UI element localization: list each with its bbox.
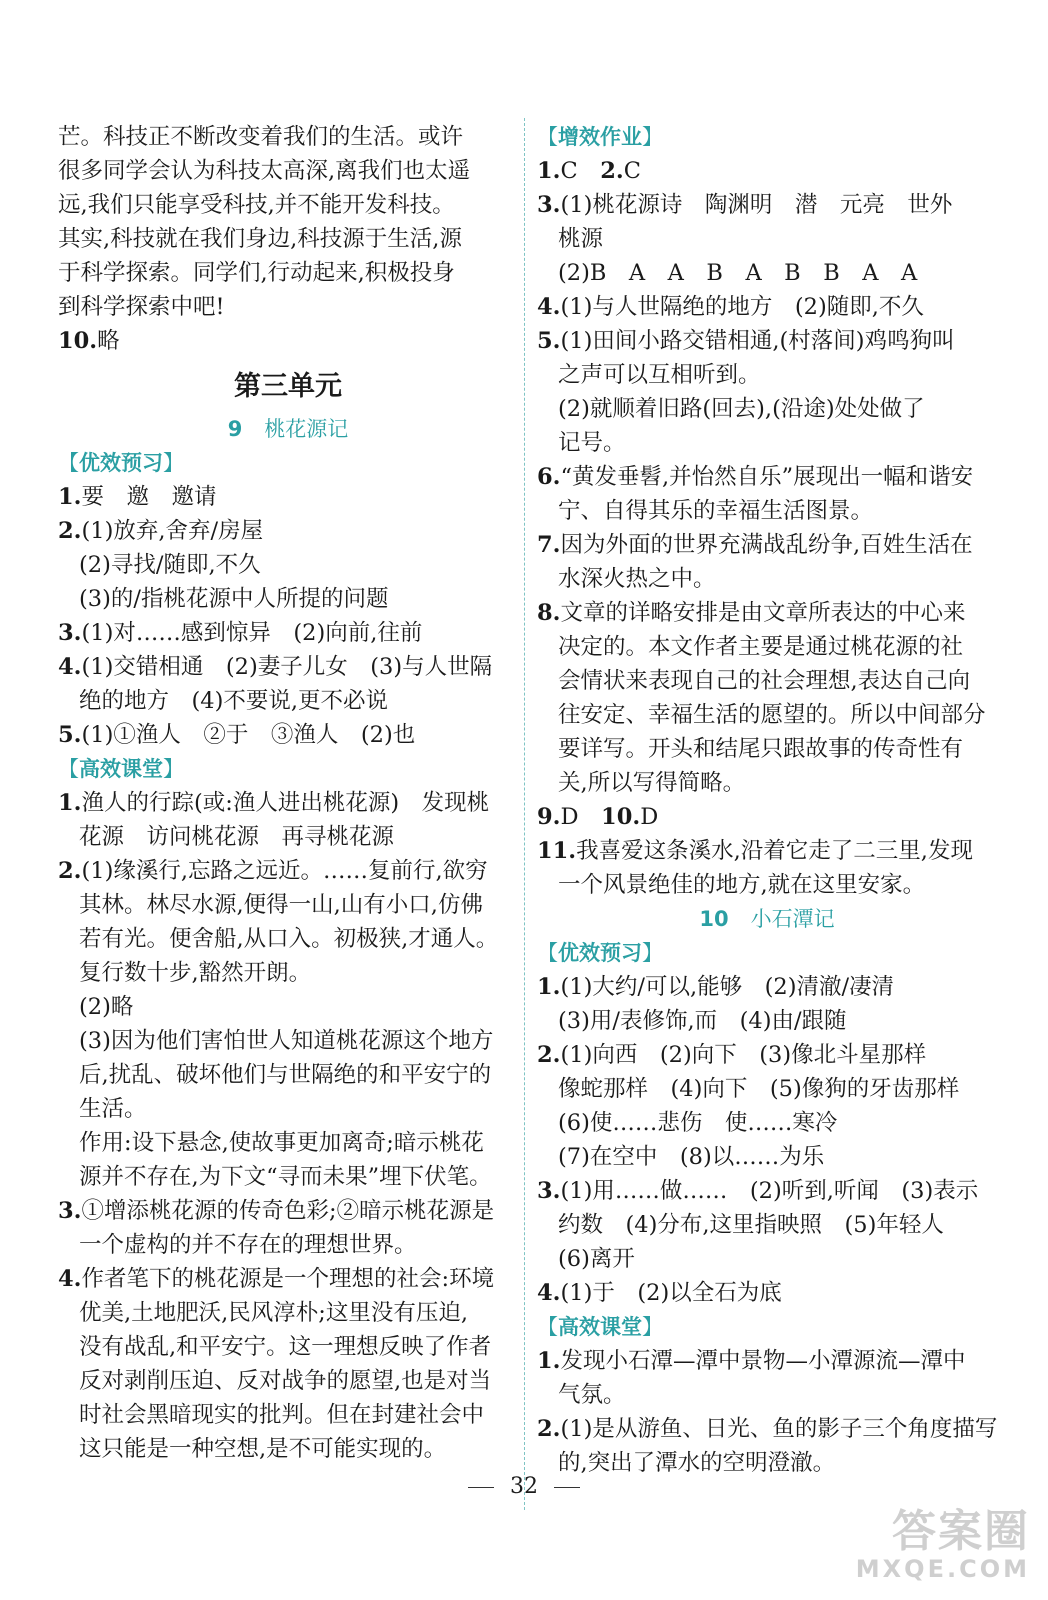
answer-text: D <box>560 804 602 830</box>
answer-line <box>58 616 518 650</box>
answer-text: (1)①渔人 ②于 ③渔人 (2)也 <box>81 722 416 748</box>
question-number: 1. <box>537 158 561 184</box>
question-number: 3. <box>537 1178 561 1204</box>
answer-text: 发现小石潭—潭中景物—小潭源流—潭中 <box>560 1348 966 1374</box>
answer-text: (1)是从游鱼、日光、鱼的影子三个角度描写 <box>560 1416 997 1442</box>
answer-text: 气氛。 <box>558 1382 626 1408</box>
answer-line <box>537 426 997 460</box>
question-number: 1. <box>58 484 82 510</box>
answer-line <box>58 222 518 256</box>
answer-text: (2)略 <box>79 994 134 1020</box>
section-heading <box>58 752 518 786</box>
bracket-open: 【 <box>537 1315 558 1339</box>
question-number: 5. <box>58 722 82 748</box>
answer-line <box>537 1276 997 1310</box>
answer-text: (1)交错相通 (2)妻子儿女 (3)与人世隔 <box>81 654 493 680</box>
answer-line <box>537 358 997 392</box>
watermark-logo <box>800 1508 1030 1588</box>
answer-line <box>58 956 518 990</box>
bracket-close: 】 <box>163 757 184 781</box>
answer-line <box>58 1194 518 1228</box>
answer-text: 绝的地方 (4)不要说,更不必说 <box>79 688 389 714</box>
answer-text: 花源 访问桃花源 再寻桃花源 <box>79 824 395 850</box>
lesson-number: 10 <box>699 907 729 931</box>
answer-text: 作用:设下悬念,使故事更加离奇;暗示桃花 <box>79 1130 484 1156</box>
answer-text: 桃源 <box>558 226 604 252</box>
question-number: 10. <box>58 328 98 354</box>
answer-text: 后,扰乱、破坏他们与世隔绝的和平安宁的 <box>79 1062 492 1088</box>
answer-text: 决定的。本文作者主要是通过桃花源的社 <box>558 634 964 660</box>
answer-line <box>58 888 518 922</box>
question-number: 1. <box>58 790 82 816</box>
bracket-open: 【 <box>537 125 558 149</box>
answer-line <box>537 188 997 222</box>
answer-line <box>58 548 518 582</box>
answer-text: 优美,土地肥沃,民风淳朴;这里没有压迫, <box>79 1300 469 1326</box>
answer-line <box>537 1004 997 1038</box>
answer-line <box>537 834 997 868</box>
question-number: 5. <box>537 328 561 354</box>
page-number <box>0 1474 1048 1499</box>
answer-text: D <box>640 804 659 830</box>
answer-text: (1)向西 (2)向下 (3)像北斗星那样 <box>560 1042 927 1068</box>
answer-line <box>58 1092 518 1126</box>
question-number: 3. <box>58 620 82 646</box>
section-heading-label: 高效课堂 <box>79 757 163 781</box>
answer-text: (1)缘溪行,忘路之远近。……复前行,欲穷 <box>81 858 488 884</box>
answer-line <box>537 800 997 834</box>
answer-text: C <box>623 158 641 184</box>
answer-line <box>537 1344 997 1378</box>
bracket-open: 【 <box>58 757 79 781</box>
answer-text: 要详写。开头和结尾只跟故事的传奇性有 <box>558 736 964 762</box>
question-number: 1. <box>537 1348 561 1374</box>
question-number: 8. <box>537 600 561 626</box>
answer-line <box>58 854 518 888</box>
question-number: 7. <box>537 532 561 558</box>
answer-line <box>537 460 997 494</box>
answer-line <box>537 766 997 800</box>
answer-text: 之声可以互相听到。 <box>558 362 761 388</box>
lesson-number: 9 <box>227 417 243 441</box>
question-number: 4. <box>537 1280 561 1306</box>
question-number: 2. <box>600 158 624 184</box>
answer-text: 若有光。便舍船,从口入。初极狭,才通人。 <box>79 926 499 952</box>
section-heading-label: 增效作业 <box>558 125 642 149</box>
answer-text: 复行数十步,豁然开朗。 <box>79 960 312 986</box>
answer-text: 水深火热之中。 <box>558 566 716 592</box>
answer-text: (1)与人世隔绝的地方 (2)随即,不久 <box>560 294 924 320</box>
question-number: 4. <box>537 294 561 320</box>
section-heading <box>58 446 518 480</box>
left-column <box>58 120 518 1466</box>
question-number: 1. <box>537 974 561 1000</box>
answer-line <box>58 188 518 222</box>
answer-text: 文章的详略安排是由文章所表达的中心来 <box>560 600 966 626</box>
answer-text: 没有战乱,和平安宁。这一理想反映了作者 <box>79 1334 492 1360</box>
answer-line <box>537 698 997 732</box>
answer-text: 时社会黑暗现实的批判。但在封建社会中 <box>79 1402 485 1428</box>
answer-text: (1)于 (2)以全石为底 <box>560 1280 782 1306</box>
answer-line <box>58 1228 518 1262</box>
answer-text: 很多同学会认为科技太高深,离我们也太遥 <box>58 158 471 184</box>
answer-text: (3)用/表修饰,而 (4)由/跟随 <box>558 1008 847 1034</box>
answer-line <box>537 528 997 562</box>
answer-line <box>58 1398 518 1432</box>
answer-text: 渔人的行踪(或:渔人进出桃花源) 发现桃 <box>81 790 490 816</box>
answer-line <box>537 630 997 664</box>
section-heading <box>537 1310 997 1344</box>
answer-text: 往安定、幸福生活的愿望的。所以中间部分 <box>558 702 986 728</box>
answer-line <box>58 120 518 154</box>
answer-line <box>537 1378 997 1412</box>
answer-text: (7)在空中 (8)以……为乐 <box>558 1144 825 1170</box>
answer-line <box>537 1038 997 1072</box>
answer-line <box>537 596 997 630</box>
answer-line <box>58 324 518 358</box>
answer-line <box>58 1296 518 1330</box>
answer-line <box>537 1106 997 1140</box>
answer-line <box>58 256 518 290</box>
answer-text: ①增添桃花源的传奇色彩;②暗示桃花源是 <box>81 1198 495 1224</box>
answer-line <box>537 256 997 290</box>
answer-line <box>537 664 997 698</box>
bracket-close: 】 <box>642 1315 663 1339</box>
answer-text: 生活。 <box>79 1096 147 1122</box>
answer-line <box>537 1208 997 1242</box>
question-number: 10. <box>601 804 641 830</box>
answer-line <box>537 1242 997 1276</box>
answer-text: 反对剥削压迫、反对战争的愿望,也是对当 <box>79 1368 492 1394</box>
lesson-name: 桃花源记 <box>264 417 349 441</box>
answer-text: (1)放弃,舍弃/房屋 <box>81 518 264 544</box>
answer-text: (3)的/指桃花源中人所提的问题 <box>79 586 389 612</box>
answer-text: 要 邀 邀请 <box>81 484 217 510</box>
answer-line <box>58 820 518 854</box>
column-divider <box>524 118 525 1510</box>
answer-text: 我喜爱这条溪水,沿着它走了二三里,发现 <box>576 838 973 864</box>
answer-line <box>537 868 997 902</box>
answer-text: 这只能是一种空想,是不可能实现的。 <box>79 1436 447 1462</box>
answer-text: 略 <box>97 328 120 354</box>
answer-text: (6)使……悲伤 使……寒冷 <box>558 1110 838 1136</box>
answer-text: 宁、自得其乐的幸福生活图景。 <box>558 498 874 524</box>
answer-text: (2)寻找/随即,不久 <box>79 552 261 578</box>
watermark-url: MXQE.COM <box>855 1555 1030 1583</box>
unit-heading: 第三单元 <box>234 371 342 402</box>
answer-line <box>58 650 518 684</box>
answer-text: (1)桃花源诗 陶渊明 潜 元亮 世外 <box>560 192 953 218</box>
answer-text: 关,所以写得简略。 <box>558 770 746 796</box>
watermark-title: 答案圈 <box>892 1506 1030 1557</box>
answer-text: 约数 (4)分布,这里指映照 (5)年轻人 <box>558 1212 944 1238</box>
section-heading <box>537 936 997 970</box>
answer-text: 的,突出了潭水的空明澄澈。 <box>558 1450 836 1476</box>
page-number-dash-right <box>554 1487 580 1488</box>
answer-text: 其林。林尽水源,便得一山,山有小口,仿佛 <box>79 892 483 918</box>
bracket-close: 】 <box>642 941 663 965</box>
section-heading <box>537 120 997 154</box>
answer-line <box>537 562 997 596</box>
answer-text: 源并不存在,为下文“寻而未果”埋下伏笔。 <box>79 1164 492 1190</box>
answer-line <box>537 324 997 358</box>
answer-line <box>537 1140 997 1174</box>
question-number: 3. <box>58 1198 82 1224</box>
answer-text: C <box>560 158 601 184</box>
answer-line <box>58 1364 518 1398</box>
answer-text: (1)大约/可以,能够 (2)清澈/凄清 <box>560 974 895 1000</box>
question-number: 3. <box>537 192 561 218</box>
answer-line <box>537 1174 997 1208</box>
answer-line <box>537 392 997 426</box>
answer-line <box>58 718 518 752</box>
answer-text: (2)B A A B A B B A A <box>558 260 918 286</box>
bracket-open: 【 <box>58 451 79 475</box>
answer-line <box>537 1412 997 1446</box>
answer-line <box>58 1330 518 1364</box>
answer-text: “黄发垂髫,并怡然自乐”展现出一幅和谐安 <box>560 464 974 490</box>
answer-text: (1)用……做…… (2)听到,听闻 (3)表示 <box>560 1178 979 1204</box>
answer-text: 因为外面的世界充满战乱纷争,百姓生活在 <box>560 532 973 558</box>
answer-line <box>58 290 518 324</box>
answer-line <box>58 1126 518 1160</box>
answer-line <box>537 222 997 256</box>
answer-line <box>58 1160 518 1194</box>
answer-line <box>537 154 997 188</box>
answer-text: (1)对……感到惊异 (2)向前,往前 <box>81 620 423 646</box>
answer-text: 会情状来表现自己的社会理想,表达自己向 <box>558 668 971 694</box>
answer-text: 一个虚构的并不存在的理想世界。 <box>79 1232 417 1258</box>
question-number: 6. <box>537 464 561 490</box>
section-heading-label: 优效预习 <box>558 941 642 965</box>
page-number-value: 32 <box>510 1474 538 1499</box>
section-heading-label: 高效课堂 <box>558 1315 642 1339</box>
answer-line <box>58 1024 518 1058</box>
answer-line <box>537 970 997 1004</box>
answer-text: 作者笔下的桃花源是一个理想的社会:环境 <box>81 1266 495 1292</box>
answer-line <box>58 1058 518 1092</box>
answer-line <box>58 1262 518 1296</box>
answer-line <box>537 1072 997 1106</box>
answer-text: (3)因为他们害怕世人知道桃花源这个地方 <box>79 1028 494 1054</box>
question-number: 2. <box>58 858 82 884</box>
answer-text: (6)离开 <box>558 1246 635 1272</box>
lesson-title <box>537 902 997 936</box>
question-number: 2. <box>537 1042 561 1068</box>
answer-line <box>537 732 997 766</box>
question-number: 4. <box>58 1266 82 1292</box>
answer-line <box>58 990 518 1024</box>
question-number: 2. <box>537 1416 561 1442</box>
answer-text: (1)田间小路交错相通,(村落间)鸡鸣狗叫 <box>560 328 955 354</box>
section-heading-label: 优效预习 <box>79 451 163 475</box>
answer-text: 记号。 <box>558 430 626 456</box>
answer-line <box>58 154 518 188</box>
bracket-open: 【 <box>537 941 558 965</box>
answer-line <box>58 480 518 514</box>
answer-text: 到科学探索中吧! <box>58 294 225 320</box>
question-number: 4. <box>58 654 82 680</box>
answer-text: (2)就顺着旧路(回去),(沿途)处处做了 <box>558 396 925 422</box>
answer-line <box>58 514 518 548</box>
lesson-title <box>58 412 518 446</box>
answer-text: 像蛇那样 (4)向下 (5)像狗的牙齿那样 <box>558 1076 960 1102</box>
question-number: 11. <box>537 838 577 864</box>
right-column <box>537 120 997 1480</box>
answer-line <box>58 582 518 616</box>
answer-line <box>537 494 997 528</box>
answer-line <box>58 684 518 718</box>
question-number: 9. <box>537 804 561 830</box>
bracket-close: 】 <box>163 451 184 475</box>
answer-line <box>58 922 518 956</box>
answer-line <box>58 1432 518 1466</box>
question-number: 2. <box>58 518 82 544</box>
answer-text: 于科学探索。同学们,行动起来,积极投身 <box>58 260 455 286</box>
lesson-name: 小石潭记 <box>750 907 835 931</box>
page-number-dash-left <box>468 1487 494 1488</box>
answer-text: 一个风景绝佳的地方,就在这里安家。 <box>558 872 926 898</box>
answer-line <box>58 786 518 820</box>
bracket-close: 】 <box>642 125 663 149</box>
answer-text: 芒。科技正不断改变着我们的生活。或许 <box>58 124 464 150</box>
answer-line <box>537 290 997 324</box>
answer-text: 其实,科技就在我们身边,科技源于生活,源 <box>58 226 462 252</box>
answer-text: 远,我们只能享受科技,并不能开发科技。 <box>58 192 455 218</box>
